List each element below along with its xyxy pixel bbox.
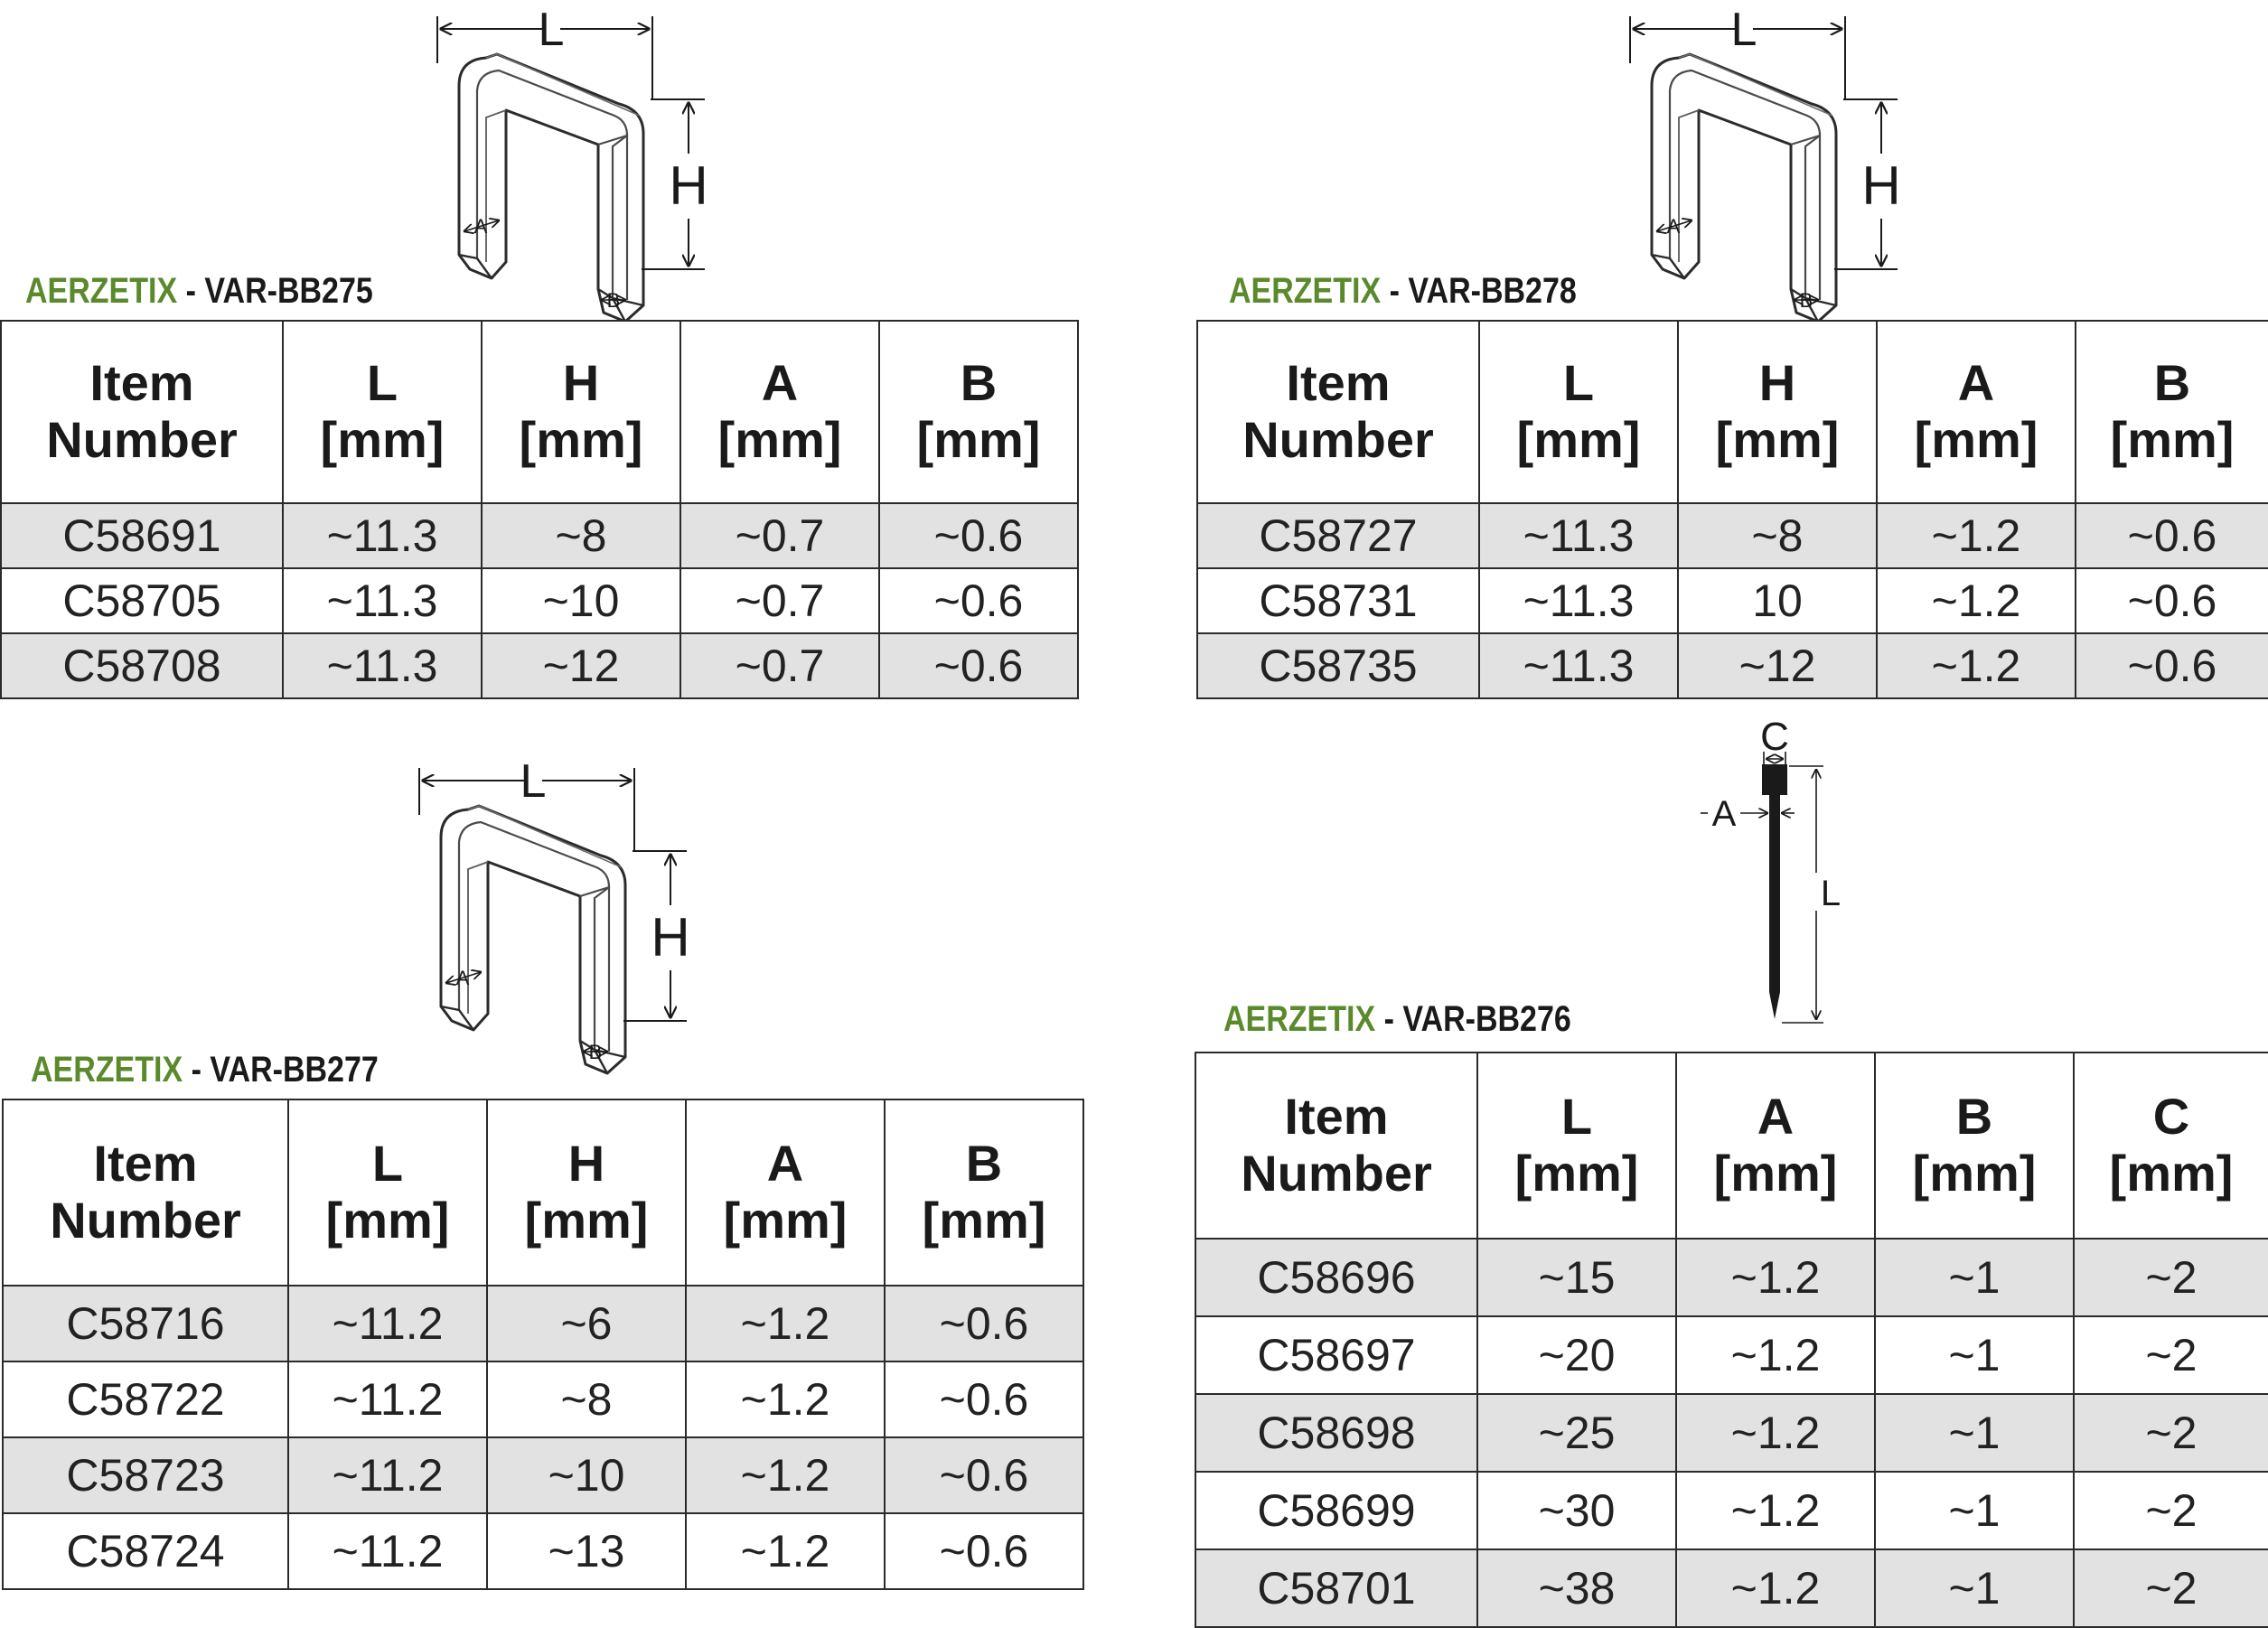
spec-table-var-bb276 xyxy=(1195,1052,2268,1628)
dimension-value-cell: ~10 xyxy=(482,568,680,633)
column-header-unit: Number xyxy=(1241,1145,1432,1202)
dimension-value-cell: ~6 xyxy=(487,1286,686,1361)
column-header xyxy=(1197,321,1479,503)
staple-diagram-var-bb275 xyxy=(425,4,723,316)
table-row xyxy=(1197,503,2268,568)
brand-separator: - xyxy=(1389,271,1400,311)
item-number-cell: C58701 xyxy=(1195,1549,1477,1627)
column-header-label: Item xyxy=(89,354,194,412)
product-code: VAR-BB277 xyxy=(210,1050,379,1090)
column-header-label: L xyxy=(1562,354,1595,412)
dimension-value-cell: ~11.3 xyxy=(283,568,482,633)
column-header-unit: [mm] xyxy=(2110,411,2235,468)
brand-title xyxy=(25,271,373,312)
table-row xyxy=(1195,1316,2268,1394)
dimension-value-cell: ~1 xyxy=(1875,1239,2074,1316)
brand-separator: - xyxy=(185,271,196,311)
table-row xyxy=(3,1513,1083,1589)
dimension-value-cell: ~0.6 xyxy=(885,1437,1083,1513)
dimension-value-cell: ~1.2 xyxy=(1877,568,2076,633)
column-header-unit: [mm] xyxy=(922,1192,1046,1249)
item-number-cell: C58696 xyxy=(1195,1239,1477,1316)
column-header xyxy=(1195,1053,1477,1239)
brand-separator: - xyxy=(191,1050,201,1090)
column-header-unit: [mm] xyxy=(916,411,1041,468)
dimension-value-cell: ~1.2 xyxy=(1676,1472,1875,1549)
brand-separator: - xyxy=(1383,999,1394,1039)
dimension-value-cell: ~11.3 xyxy=(1479,503,1678,568)
dimension-value-cell: ~0.6 xyxy=(2076,503,2268,568)
dimension-value-cell: ~0.7 xyxy=(680,503,879,568)
dimension-value-cell: ~0.7 xyxy=(680,568,879,633)
column-header xyxy=(686,1099,885,1286)
dimension-value-cell: ~11.3 xyxy=(1479,568,1678,633)
dim-label-b: B xyxy=(1799,289,1813,312)
dimension-value-cell: ~11.3 xyxy=(1479,633,1678,698)
spec-table-var-bb278 xyxy=(1196,320,2268,699)
column-header-unit: [mm] xyxy=(1516,411,1641,468)
column-header-unit: [mm] xyxy=(723,1192,848,1249)
column-header-label: A xyxy=(1757,1088,1795,1146)
nail-diagram-var-bb276 xyxy=(1681,705,1861,1030)
dimension-value-cell: ~1.2 xyxy=(686,1361,885,1437)
dimension-value-cell: ~0.6 xyxy=(2076,633,2268,698)
column-header xyxy=(1877,321,2076,503)
column-header xyxy=(3,1099,288,1286)
dimension-value-cell: ~12 xyxy=(482,633,680,698)
brand-name: AERZETIX xyxy=(31,1050,183,1090)
dim-label-b: B xyxy=(606,289,621,312)
dimension-value-cell: 10 xyxy=(1678,568,1877,633)
dimension-value-cell: ~8 xyxy=(482,503,680,568)
column-header xyxy=(288,1099,487,1286)
table-row xyxy=(1,568,1078,633)
dimension-value-cell: ~1.2 xyxy=(686,1437,885,1513)
table-header-row xyxy=(1,321,1078,503)
column-header-unit: Number xyxy=(1242,411,1434,468)
table-row xyxy=(3,1437,1083,1513)
column-header-label: A xyxy=(766,1135,804,1193)
dimension-value-cell: ~2 xyxy=(2074,1472,2268,1549)
table-header-row xyxy=(1195,1053,2268,1239)
dim-label-l: L xyxy=(538,4,565,56)
dimension-value-cell: ~10 xyxy=(487,1437,686,1513)
column-header xyxy=(283,321,482,503)
spec-table-var-bb277 xyxy=(2,1099,1084,1590)
dimension-value-cell: ~2 xyxy=(2074,1316,2268,1394)
dim-label-c: C xyxy=(1760,715,1789,759)
item-number-cell: C58723 xyxy=(3,1437,288,1513)
column-header xyxy=(482,321,680,503)
column-header xyxy=(487,1099,686,1286)
brand-title xyxy=(31,1050,379,1090)
table-row xyxy=(1,503,1078,568)
table-row xyxy=(1197,568,2268,633)
dimension-value-cell: ~11.3 xyxy=(283,633,482,698)
dimension-value-cell: ~0.6 xyxy=(885,1286,1083,1361)
column-header-label: H xyxy=(1758,354,1796,412)
table-row xyxy=(1195,1239,2268,1316)
dimension-value-cell: ~1 xyxy=(1875,1394,2074,1472)
dimension-value-cell: ~20 xyxy=(1477,1316,1676,1394)
column-header-label: Item xyxy=(93,1135,198,1193)
staple-diagram-var-bb277 xyxy=(407,755,705,1068)
item-number-cell: C58722 xyxy=(3,1361,288,1437)
dimension-value-cell: ~0.6 xyxy=(885,1361,1083,1437)
dimension-value-cell: ~1.2 xyxy=(1676,1549,1875,1627)
item-number-cell: C58708 xyxy=(1,633,283,698)
column-header-label: A xyxy=(761,354,799,412)
column-header-label: L xyxy=(366,354,398,412)
item-number-cell: C58697 xyxy=(1195,1316,1477,1394)
dimension-value-cell: ~1 xyxy=(1875,1549,2074,1627)
dimension-value-cell: ~2 xyxy=(2074,1394,2268,1472)
dimension-value-cell: ~11.2 xyxy=(288,1513,487,1589)
brand-title xyxy=(1223,999,1571,1040)
brand-name: AERZETIX xyxy=(25,271,178,311)
dim-label-a: A xyxy=(455,967,470,989)
table-header-row xyxy=(1197,321,2268,503)
column-header-unit: [mm] xyxy=(1514,1145,1639,1202)
item-number-cell: C58699 xyxy=(1195,1472,1477,1549)
item-number-cell: C58731 xyxy=(1197,568,1479,633)
dimension-value-cell: ~0.7 xyxy=(680,633,879,698)
dimension-value-cell: ~11.2 xyxy=(288,1361,487,1437)
dimension-value-cell: ~0.6 xyxy=(885,1513,1083,1589)
brand-name: AERZETIX xyxy=(1229,271,1382,311)
dimension-value-cell: ~25 xyxy=(1477,1394,1676,1472)
column-header-unit: [mm] xyxy=(519,411,643,468)
item-number-cell: C58727 xyxy=(1197,503,1479,568)
dimension-value-cell: ~0.6 xyxy=(879,633,1078,698)
column-header xyxy=(1479,321,1678,503)
staple-diagram-var-bb278 xyxy=(1617,4,1916,316)
item-number-cell: C58735 xyxy=(1197,633,1479,698)
product-panel-var-bb275 xyxy=(0,0,1084,705)
dim-label-a: A xyxy=(473,215,488,238)
column-header-label: B xyxy=(1955,1088,1993,1146)
dimension-value-cell: ~12 xyxy=(1678,633,1877,698)
brand-title xyxy=(1229,271,1577,312)
column-header xyxy=(1477,1053,1676,1239)
dimension-value-cell: ~8 xyxy=(1678,503,1877,568)
column-header xyxy=(680,321,879,503)
table-row xyxy=(3,1361,1083,1437)
column-header-unit: Number xyxy=(46,411,238,468)
dimension-value-cell: ~11.2 xyxy=(288,1286,487,1361)
column-header xyxy=(879,321,1078,503)
dimension-value-cell: ~2 xyxy=(2074,1239,2268,1316)
dimension-value-cell: ~15 xyxy=(1477,1239,1676,1316)
column-header-unit: Number xyxy=(50,1192,241,1249)
column-header-label: C xyxy=(2152,1088,2190,1146)
dimension-value-cell: ~1.2 xyxy=(686,1286,885,1361)
column-header-unit: [mm] xyxy=(1912,1145,2037,1202)
column-header xyxy=(2074,1053,2268,1239)
table-row xyxy=(1,633,1078,698)
column-header xyxy=(1676,1053,1875,1239)
column-header xyxy=(1875,1053,2074,1239)
product-panel-var-bb278 xyxy=(1193,0,2268,705)
table-row xyxy=(1195,1549,2268,1627)
dimension-value-cell: ~30 xyxy=(1477,1472,1676,1549)
product-code: VAR-BB278 xyxy=(1408,271,1577,311)
dim-label-l: L xyxy=(1730,4,1757,56)
dimension-value-cell: ~1.2 xyxy=(1676,1394,1875,1472)
product-code: VAR-BB275 xyxy=(204,271,373,311)
column-header-label: B xyxy=(960,354,998,412)
dimension-value-cell: ~0.6 xyxy=(879,503,1078,568)
dimension-value-cell: ~38 xyxy=(1477,1549,1676,1627)
dimension-value-cell: ~1.2 xyxy=(1676,1316,1875,1394)
product-code: VAR-BB276 xyxy=(1402,999,1571,1039)
item-number-cell: C58691 xyxy=(1,503,283,568)
brand-name: AERZETIX xyxy=(1223,999,1376,1039)
column-header-unit: [mm] xyxy=(1914,411,2038,468)
column-header-label: Item xyxy=(1284,1088,1389,1146)
column-header-label: H xyxy=(567,1135,605,1193)
column-header xyxy=(885,1099,1083,1286)
dimension-value-cell: ~13 xyxy=(487,1513,686,1589)
dimension-value-cell: ~1.2 xyxy=(686,1513,885,1589)
dimension-value-cell: ~11.2 xyxy=(288,1437,487,1513)
dim-label-a: A xyxy=(1711,794,1737,834)
item-number-cell: C58724 xyxy=(3,1513,288,1589)
column-header-label: B xyxy=(2153,354,2191,412)
column-header xyxy=(2076,321,2268,503)
dimension-value-cell: ~1.2 xyxy=(1676,1239,1875,1316)
dimension-value-cell: ~8 xyxy=(487,1361,686,1437)
column-header-label: H xyxy=(562,354,600,412)
column-header-label: A xyxy=(1957,354,1995,412)
dim-label-h: H xyxy=(651,907,690,968)
column-header-unit: [mm] xyxy=(320,411,445,468)
item-number-cell: C58716 xyxy=(3,1286,288,1361)
column-header-unit: [mm] xyxy=(1715,411,1840,468)
column-header-label: L xyxy=(371,1135,404,1193)
column-header-label: Item xyxy=(1286,354,1391,412)
table-row xyxy=(1197,633,2268,698)
table-row xyxy=(1195,1394,2268,1472)
column-header-unit: [mm] xyxy=(717,411,842,468)
column-header xyxy=(1,321,283,503)
dimension-value-cell: ~2 xyxy=(2074,1549,2268,1627)
product-panel-var-bb277 xyxy=(0,755,1093,1628)
column-header-unit: [mm] xyxy=(1713,1145,1838,1202)
column-header-unit: [mm] xyxy=(2109,1145,2234,1202)
table-row xyxy=(1195,1472,2268,1549)
dimension-value-cell: ~1.2 xyxy=(1877,633,2076,698)
table-header-row xyxy=(3,1099,1083,1286)
spec-table-var-bb275 xyxy=(0,320,1079,699)
dimension-value-cell: ~1 xyxy=(1875,1472,2074,1549)
item-number-cell: C58705 xyxy=(1,568,283,633)
product-panel-var-bb276 xyxy=(1193,705,2268,1628)
column-header-unit: [mm] xyxy=(524,1192,649,1249)
item-number-cell: C58698 xyxy=(1195,1394,1477,1472)
dimension-value-cell: ~1.2 xyxy=(1877,503,2076,568)
dimension-value-cell: ~0.6 xyxy=(879,568,1078,633)
column-header-unit: [mm] xyxy=(325,1192,450,1249)
dimension-value-cell: ~11.3 xyxy=(283,503,482,568)
dimension-value-cell: ~0.6 xyxy=(2076,568,2268,633)
dim-label-h: H xyxy=(669,155,708,216)
table-row xyxy=(3,1286,1083,1361)
dim-label-h: H xyxy=(1861,155,1901,216)
column-header xyxy=(1678,321,1877,503)
dim-label-l: L xyxy=(520,755,547,808)
dim-label-l: L xyxy=(1820,874,1842,913)
dim-label-b: B xyxy=(588,1041,603,1063)
dim-label-a: A xyxy=(1666,215,1681,238)
column-header-label: L xyxy=(1560,1088,1593,1146)
dimension-value-cell: ~1 xyxy=(1875,1316,2074,1394)
column-header-label: B xyxy=(965,1135,1003,1193)
